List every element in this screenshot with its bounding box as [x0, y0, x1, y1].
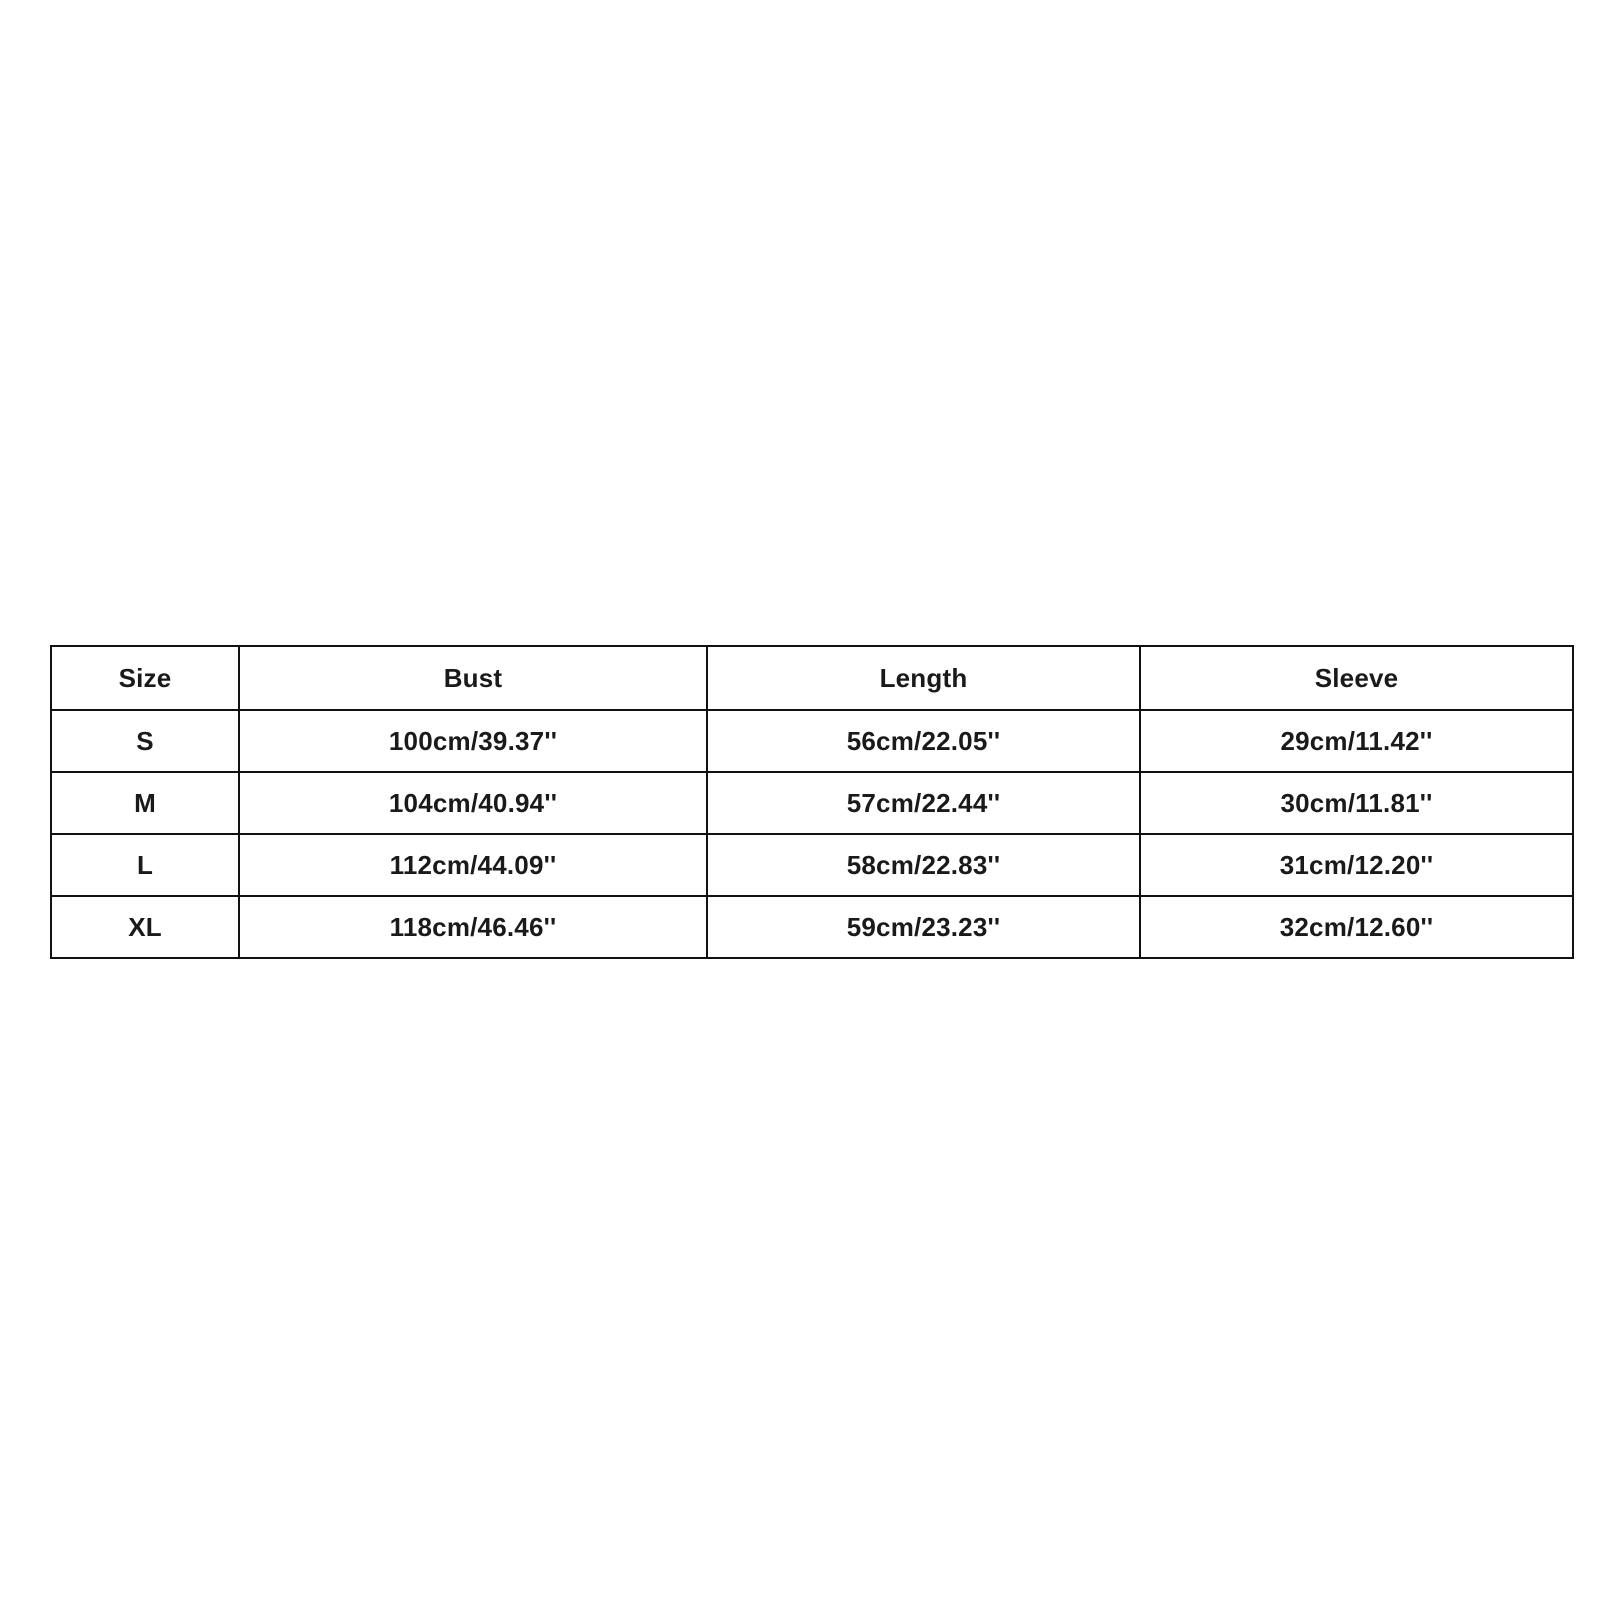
cell-bust: 100cm/39.37''	[239, 710, 707, 772]
cell-bust: 104cm/40.94''	[239, 772, 707, 834]
cell-sleeve: 30cm/11.81''	[1140, 772, 1573, 834]
header-length: Length	[707, 646, 1140, 710]
cell-bust: 118cm/46.46''	[239, 896, 707, 958]
size-chart-header	[51, 646, 1573, 710]
cell-length: 58cm/22.83''	[707, 834, 1140, 896]
cell-length: 59cm/23.23''	[707, 896, 1140, 958]
cell-size: S	[51, 710, 239, 772]
table-row	[51, 710, 1573, 772]
table-row	[51, 896, 1573, 958]
table-row	[51, 834, 1573, 896]
header-size: Size	[51, 646, 239, 710]
cell-size: M	[51, 772, 239, 834]
header-sleeve: Sleeve	[1140, 646, 1573, 710]
table-row	[51, 772, 1573, 834]
cell-bust: 112cm/44.09''	[239, 834, 707, 896]
cell-size: L	[51, 834, 239, 896]
cell-length: 56cm/22.05''	[707, 710, 1140, 772]
cell-sleeve: 29cm/11.42''	[1140, 710, 1573, 772]
cell-size: XL	[51, 896, 239, 958]
cell-sleeve: 32cm/12.60''	[1140, 896, 1573, 958]
header-row	[51, 646, 1573, 710]
cell-length: 57cm/22.44''	[707, 772, 1140, 834]
cell-sleeve: 31cm/12.20''	[1140, 834, 1573, 896]
size-chart-body	[51, 710, 1573, 958]
header-bust: Bust	[239, 646, 707, 710]
size-chart-table	[50, 645, 1574, 959]
